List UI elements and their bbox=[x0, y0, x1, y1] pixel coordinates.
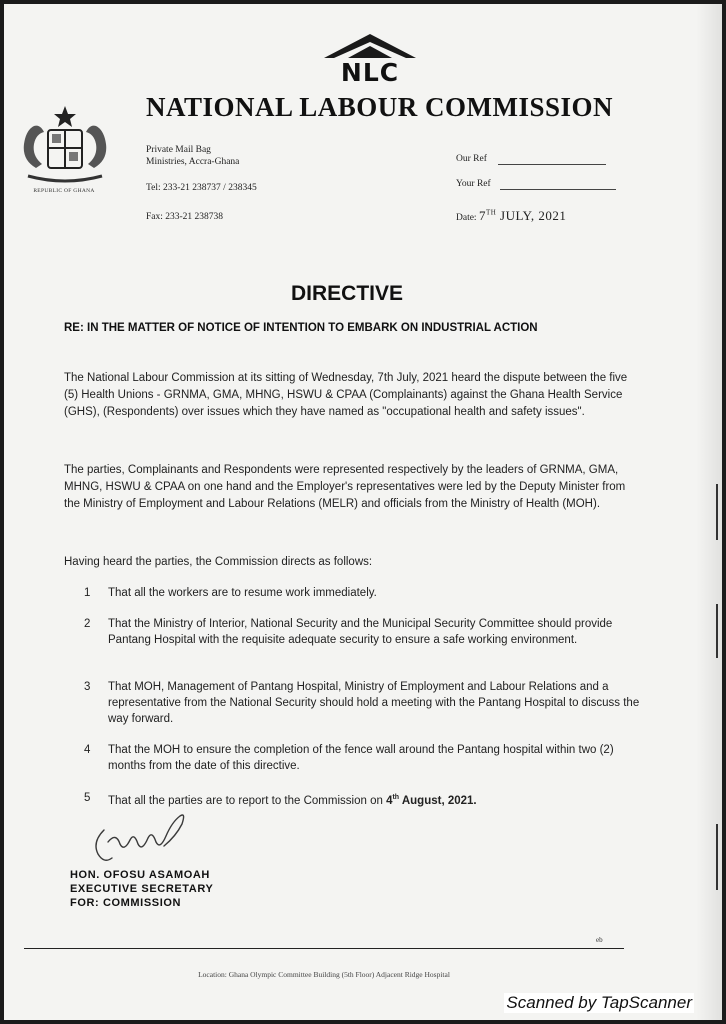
date-label: Date: bbox=[456, 213, 477, 223]
coat-of-arms-caption: REPUBLIC OF GHANA bbox=[33, 188, 95, 194]
footer-divider bbox=[24, 948, 624, 949]
page-edge-mark bbox=[716, 604, 718, 658]
our-ref-label: Our Ref bbox=[456, 154, 487, 164]
document-page: NLC NATIONAL LABOUR COMMISSION REPUBLIC OF GHANA Private Mail Bag Ministries, Accra-Ghana Tel: 233-21 238737 / 238345 Fax: 233-21 238738 Our Ref Your Ref Date: 7TH JULY, 2021 DIRECTIVE RE: IN THE MATTER OF NOTICE OF INTENTION TO EMBARK ON INDUSTRIAL ACTION The National Labour Commission at its sitting of Wednesday, 7th July, 2021 heard the dispute between the five (5) Health Unions - GRNMA, GMA, MHNG, HSWU & CPAA (Complainants) against the Ghana Health Service (GHS), (Respondents) over issues which they have named as "occupational health and safety issues". The parties, Complainants and Respondents were represented respectively by the leaders of GRNMA, GMA, MHNG, HSWU & CPAA on one hand and the Employer's representatives were led by the Deputy Minister from the Ministry of Employment and Labour Relations (MELR) and officials from the Ministry of Health (MOH). Having heard the parties, the Commission directs as follows: 1 That all the workers are to resume work immediately. 2 That the Ministry of Interior, National Security and the Municipal Security Committee should provide Pantang Hospital with the requisite adequate security to ensure a safe working environment. 3 That MOH, Management of Pantang Hospital, Ministry of Employment and Labour Relations and a representative from the National Security should hold a meeting with the Pantang Hospital to discuss the way forward. 4 That the MOH to ensure the completion of the fence wall around the Pantang hospital within two (2) months from the date of this directive. 5 That all the parties are to report to the Commission on 4th August, 2021. HON. OFOSU ASAMOAH EXECUTIVE SECRETARY FOR: COMMISSION eb Location: Ghana Olympic Committee Building (5th Floor) Adjacent Ridge Hospital bbox=[4, 4, 722, 1020]
subject-line: RE: IN THE MATTER OF NOTICE OF INTENTION TO EMBARK ON INDUSTRIAL ACTION bbox=[64, 322, 538, 334]
signatory-for: FOR: COMMISSION bbox=[70, 897, 182, 909]
paragraph-intro: The National Labour Commission at its sitting of Wednesday, 7th July, 2021 heard the dispute between the five (5) Health Unions - GRNMA, GMA, MHNG, HSWU & CPAA (Complainants) against the Ghana Health Service (GHS), (Respondents) over issues which they have named as "occupational health and safety issues". bbox=[64, 372, 628, 418]
typist-initials: eb bbox=[596, 936, 603, 944]
telephone: Tel: 233-21 238737 / 238345 bbox=[146, 183, 257, 193]
fax: Fax: 233-21 238738 bbox=[146, 212, 224, 222]
page-edge-shadow bbox=[696, 4, 722, 1020]
paragraph-parties: The parties, Complainants and Respondents were represented respectively by the leaders of GRNMA, GMA, MHNG, HSWU & CPAA on one hand and the Employer's representatives were led by the Deputy Minister from the Ministry of Employment and Labour Relations (MELR) and officials from the Ministry of Health (MOH). bbox=[64, 464, 626, 510]
scanner-watermark: Scanned by TapScanner bbox=[506, 993, 692, 1012]
address-line: Ministries, Accra-Ghana bbox=[146, 157, 240, 167]
logo-text: NLC bbox=[340, 58, 400, 87]
date-value: 7TH JULY, 2021 bbox=[478, 208, 567, 223]
signature-block bbox=[70, 868, 213, 910]
address-line: Private Mail Bag bbox=[146, 145, 211, 155]
document-title: DIRECTIVE bbox=[290, 282, 403, 305]
signatory-title: EXECUTIVE SECRETARY bbox=[70, 883, 214, 895]
your-ref-label: Your Ref bbox=[456, 179, 491, 189]
organization-name: NATIONAL LABOUR COMMISSION bbox=[146, 92, 614, 122]
coat-of-arms-icon bbox=[14, 104, 116, 190]
our-ref-line bbox=[498, 164, 606, 165]
page-edge-mark bbox=[716, 484, 718, 540]
date-line bbox=[456, 208, 566, 224]
footer-location: Location: Ghana Olympic Committee Building (5th Floor) Adjacent Ridge Hospital bbox=[198, 970, 450, 979]
signatory-name: HON. OFOSU ASAMOAH bbox=[70, 869, 210, 881]
page-edge-mark bbox=[716, 824, 718, 890]
directive-intro: Having heard the parties, the Commission directs as follows: bbox=[64, 556, 373, 568]
handwritten-signature-icon bbox=[90, 802, 200, 870]
your-ref-line bbox=[500, 189, 616, 190]
